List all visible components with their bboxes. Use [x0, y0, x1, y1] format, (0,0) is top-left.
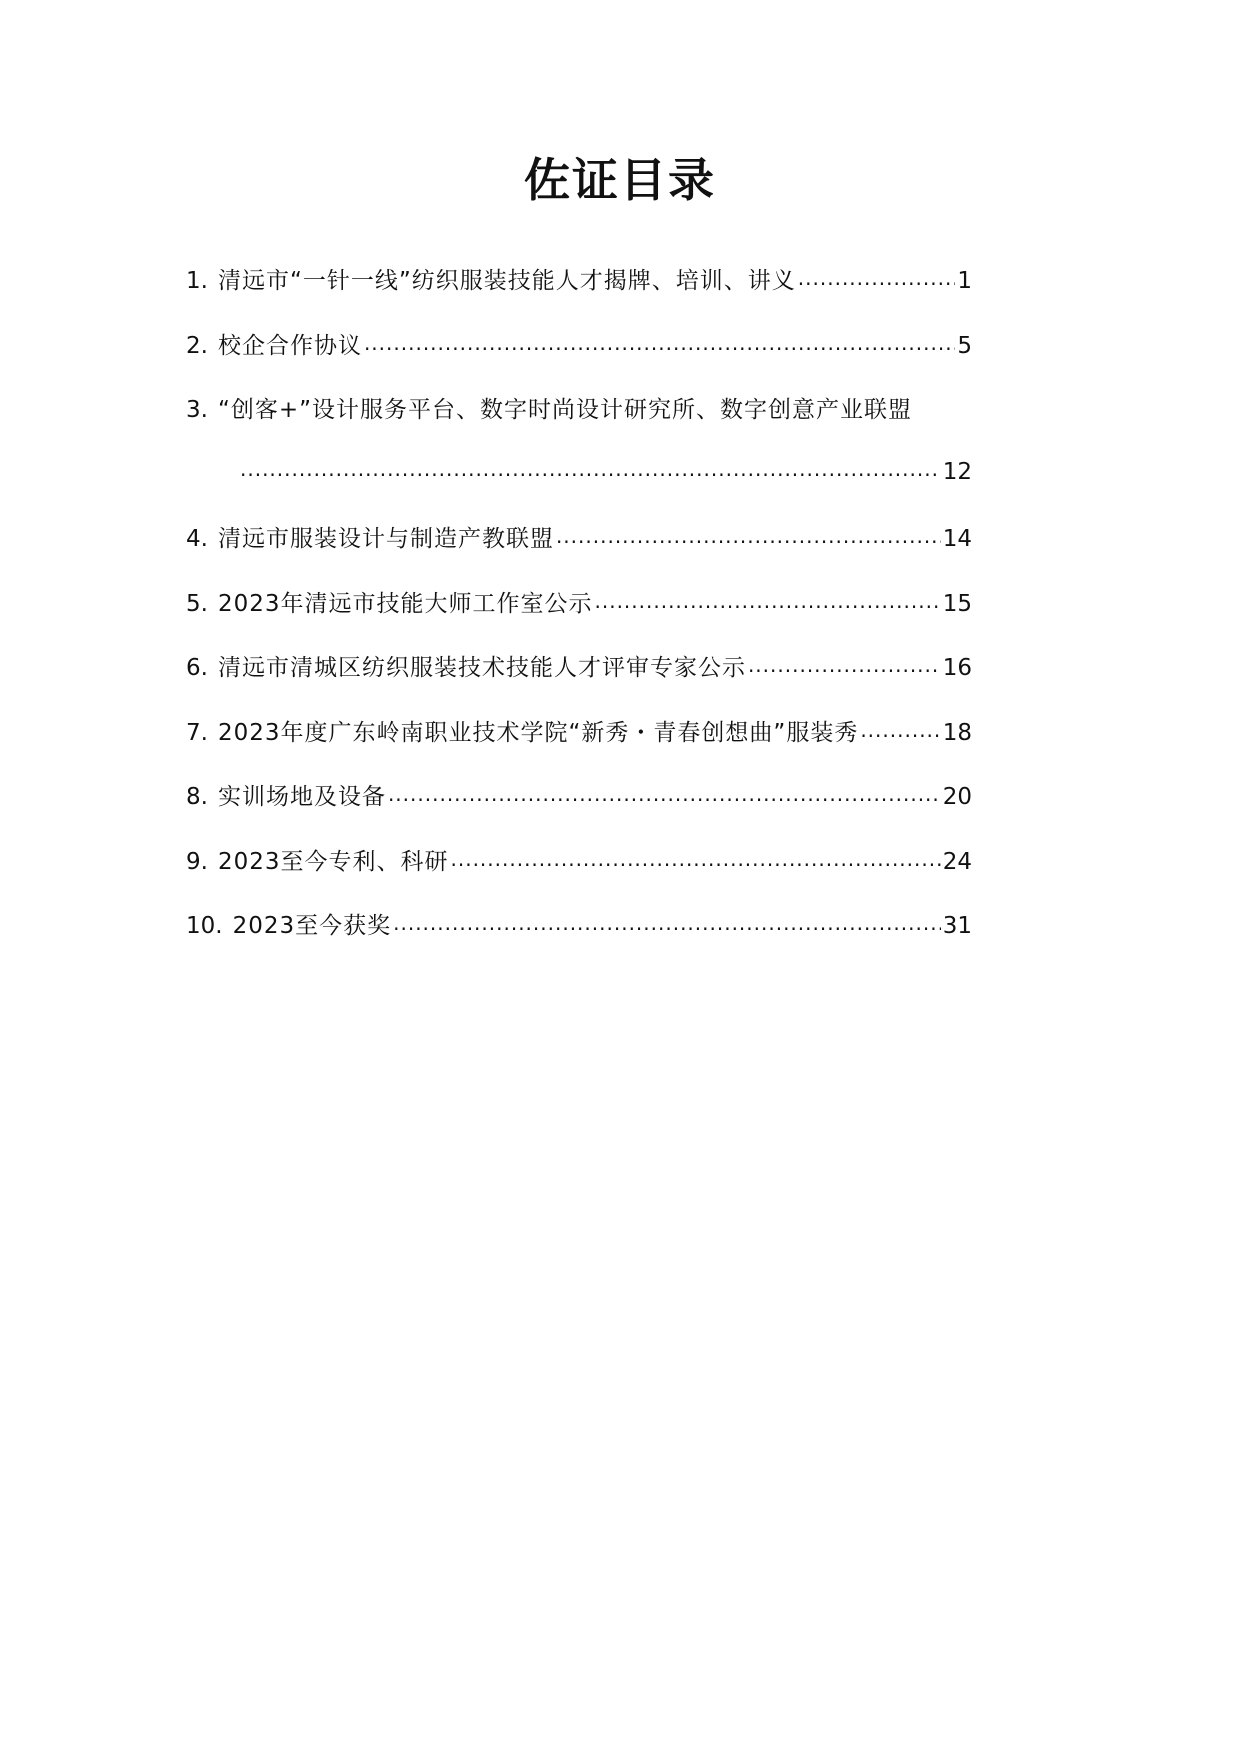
toc-entry-title: 清远市清城区纺织服装技术技能人才评审专家公示	[217, 655, 746, 681]
toc-entry-title: 实训场地及设备	[217, 784, 386, 810]
toc-entry-title: 清远市“一针一线”纺织服装技能人才揭牌、培训、讲义	[217, 268, 796, 294]
toc-entry[interactable]	[186, 262, 972, 327]
toc-entry[interactable]	[186, 649, 972, 714]
dot-leader	[748, 652, 941, 675]
toc-entry-page: 5	[957, 332, 972, 359]
toc-entry-page: 31	[942, 913, 972, 939]
dot-leader	[364, 330, 955, 353]
toc-entry-page: 24	[942, 848, 972, 875]
dot-leader	[388, 781, 941, 804]
toc-entry-title: 2023年清远市技能大师工作室公示	[217, 590, 593, 617]
toc-entry-number: 10.	[186, 913, 223, 939]
toc-entry[interactable]	[186, 843, 972, 908]
toc-entry-number: 7.	[186, 719, 208, 746]
toc-entry-title: 2023年度广东岭南职业技术学院“新秀・青春创想曲”服装秀	[217, 719, 859, 746]
toc-entry-number: 6.	[186, 655, 208, 681]
toc-entry-page: 15	[942, 590, 972, 617]
toc-entry[interactable]	[186, 714, 972, 779]
toc-entry-number: 5.	[186, 590, 208, 617]
dot-leader	[798, 265, 956, 288]
toc-entry[interactable]	[186, 585, 972, 650]
toc-entry-title: “创客+”设计服务平台、数字时尚设计研究所、数字创意产业联盟	[217, 397, 913, 423]
toc-entry-page: 12	[942, 458, 972, 485]
toc-entry-page: 20	[942, 784, 972, 810]
toc-entry-number: 3.	[186, 397, 208, 423]
toc-entry[interactable]	[186, 327, 972, 392]
dot-leader	[556, 523, 941, 546]
toc-entry-title: 清远市服装设计与制造产教联盟	[217, 526, 554, 552]
toc-entry-title: 2023至今获奖	[232, 913, 392, 939]
toc-entry-number: 8.	[186, 784, 208, 810]
toc-entry-page: 16	[942, 655, 972, 681]
dot-leader	[860, 717, 940, 740]
toc-entry-number: 1.	[186, 268, 208, 294]
dot-leader	[595, 588, 941, 611]
toc-entry-page: 1	[957, 268, 972, 294]
dot-leader	[451, 846, 941, 869]
toc-entry[interactable]	[186, 520, 972, 585]
toc-entry[interactable]	[186, 907, 972, 972]
toc-entry-number: 9.	[186, 848, 208, 875]
dot-leader	[240, 456, 941, 479]
toc-entry-number: 4.	[186, 526, 208, 552]
table-of-contents	[186, 262, 972, 972]
toc-entry-page: 18	[942, 719, 972, 746]
toc-entry[interactable]	[186, 391, 972, 456]
dot-leader	[393, 910, 941, 933]
toc-entry-title: 2023至今专利、科研	[217, 848, 449, 875]
toc-entry[interactable]	[186, 778, 972, 843]
toc-entry-number: 2.	[186, 332, 208, 359]
toc-entry-continuation[interactable]	[186, 456, 972, 521]
page-title: 佐证目录	[524, 153, 716, 207]
toc-entry-title: 校企合作协议	[217, 332, 362, 359]
toc-entry-page: 14	[942, 526, 972, 552]
